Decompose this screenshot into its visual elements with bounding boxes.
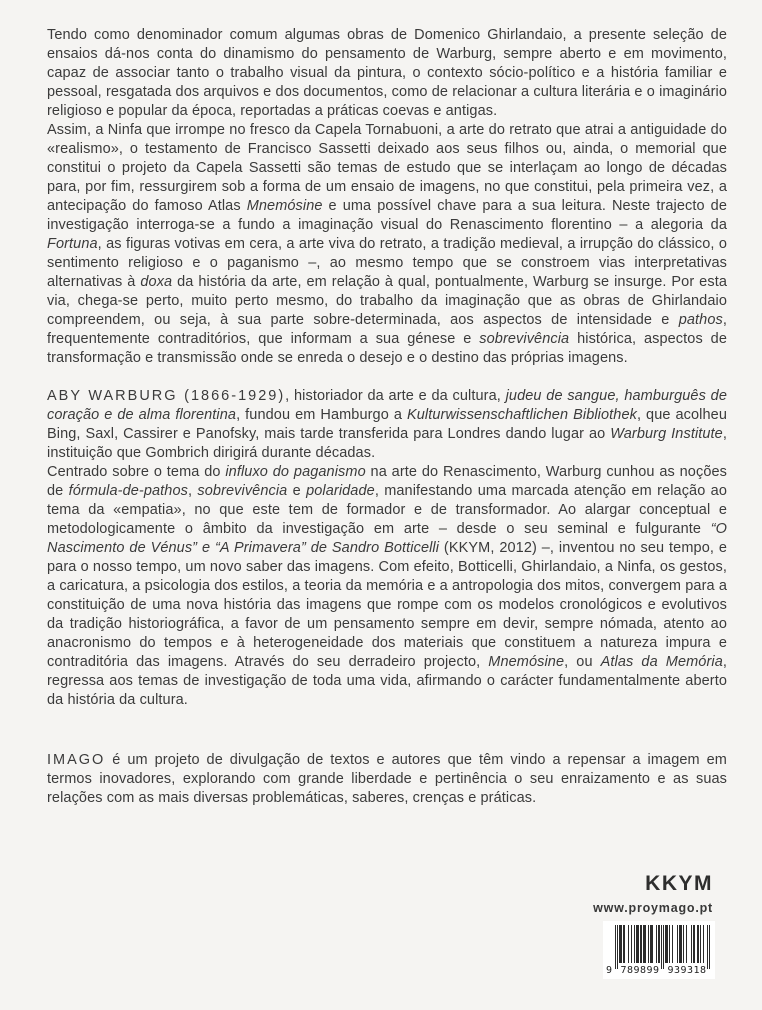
paragraph-synopsis-1: Tendo como denominador comum algumas obras de Domenico Ghirlandaio, a presente seleção de ensaios dá-nos conta do dinamismo do pensamento de Warburg, sempre aberto e em movimento, capaz de associar tanto o trabalho visual da pintura, o contexto sócio-político e a história familiar e pessoal, resgatada dos arquivos e dos documentos, como de relacionar a cultura literária e o imaginário religioso e popular da época, reportadas a práticas coevas e antigas. — [47, 27, 727, 119]
barcode-bars — [615, 925, 710, 969]
paragraph-author-bio-2: Centrado sobre o tema do influxo do paganismo na arte do Renascimento, Warburg cunhou as noções de fórmula-de-pathos, sobrevivência e polaridade, manifestando uma marcada atenção em relação ao tema da «empatia», no que este tem de formador e de transformador. Ao alargar conceptual e metodologicamente o âmbito da investigação em arte – desde o seu seminal e fulgurante “O Nascimento de Vénus” e “A Primavera” de Sandro Botticelli (KKYM, 2012) –, inventou no seu tempo, e para o nosso tempo, um novo saber das imagens. Com efeito, Botticelli, Ghirlandaio, a Ninfa, os gestos, a caricatura, a psicologia dos estilos, a teoria da memória e a antropologia dos mitos, convergem para a constituição de uma nova história das imagens que rompe com os modelos cronológicos e evolutivos da tradição historiográfica, a favor de um pensamento sempre em devir, sempre nómada, atento ao anacronismo do tempos e à heterogeneidade dos materiais que constituem a natureza impura e contraditória das imagens. Através do seu derradeiro projecto, Mnemósine, ou Atlas da Memória, regressa aos temas de investigação de toda uma vida, afirmando o carácter fundamentalmente aberto da história da cultura. — [47, 464, 728, 708]
publisher-block — [593, 872, 713, 915]
barcode-digits — [603, 965, 715, 977]
publisher-logo-text: KKYM — [645, 872, 713, 895]
isbn-barcode — [603, 921, 715, 979]
paragraph-author-bio-1: ABY WARBURG (1866-1929), historiador da arte e da cultura, judeu de sangue, hamburguês de coração e de alma florentina, fundou em Hamburgo a Kulturwissenschaftlichen Bibliothek, que acolheu Bing, Saxl, Cassirer e Panofsky, mais tarde transferida para Londres dando lugar ao Warburg Institute, instituição que Gombrich dirigirá durante décadas. — [47, 388, 727, 461]
barcode-digit-first: 9 — [605, 965, 613, 976]
paragraph-imprint-imago: IMAGO é um projeto de divulgação de textos e autores que têm vindo a repensar a imagem em termos inovadores, explorando com grande liberdade e pertinência o seu enraizamento e as suas relações com as mais diversas problemáticas, saberes, crenças e práticas. — [47, 752, 727, 806]
paragraph-synopsis-2: Assim, a Ninfa que irrompe no fresco da Capela Tornabuoni, a arte do retrato que atrai a antiguidade do «realismo», o testamento de Francisco Sassetti deixado aos seus filhos ou, ainda, o memorial que constitui o projeto da Capela Sassetti são temas de estudo que se interlaçam ao longo de décadas para, por fim, ressurgirem sob a forma de um ensaio de imagens, no que constitui, pela primeira vez, a antecipação do famoso Atlas Mnemósine e uma possível chave para a sua leitura. Neste trajecto de investigação interroga-se a fundo a imaginação visual do Renascimento florentino – a alegoria da Fortuna, as figuras votivas em cera, a arte viva do retrato, a tradição medieval, a irrupção do clássico, o sentimento religioso e o paganismo –, ao mesmo tempo que se constroem vias interpretativas alternativas à doxa da história da arte, em relação à qual, pontualmente, Warburg se insurge. Por esta via, chega-se perto, muito perto mesmo, do trabalho da imaginação que as obras de Ghirlandaio compreendem, ou seja, à sua parte sobre-determinada, aos aspectos de intensidade e pathos, frequentemente contraditórios, que informam a sua génese e sobrevivência histórica, aspectos de transformação e transmissão onde se enreda o desejo e o destino das próprias imagens. — [47, 122, 727, 366]
back-cover-text-column — [47, 26, 727, 808]
publisher-website: www.proymago.pt — [593, 901, 713, 915]
barcode-digits-left: 789899 — [620, 965, 660, 976]
barcode-digits-right: 939318 — [667, 965, 707, 976]
